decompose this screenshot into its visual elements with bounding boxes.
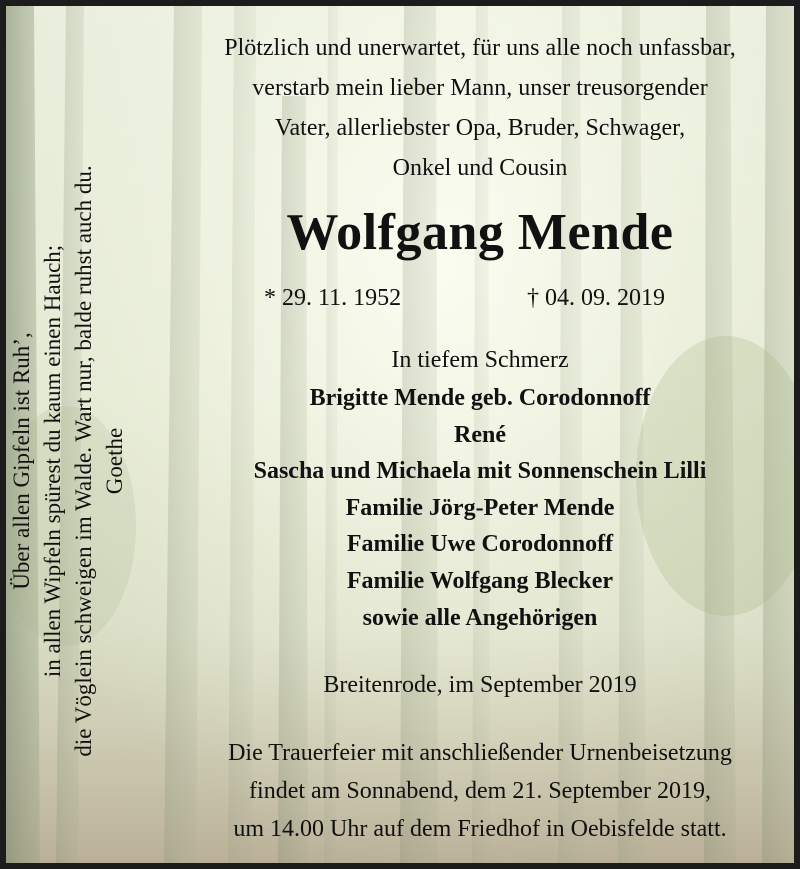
mourner-entry: Familie Uwe Corodonnoff xyxy=(346,531,614,558)
funeral-details xyxy=(166,734,794,848)
birth-date: * 29. 11. 1952 xyxy=(264,285,402,311)
intro-text xyxy=(166,28,794,188)
poem-line: die Vöglein schweigen im Walde. Wart nur, balde ruhst auch du. xyxy=(71,165,96,757)
place-and-date: Breitenrode, im September 2019 xyxy=(323,672,637,698)
mourning-intro: In tiefem Schmerz xyxy=(391,347,569,373)
poem-line: Über allen Gipfeln ist Ruh’, xyxy=(9,332,34,590)
ceremony-line: um 14.00 Uhr auf dem Friedhof in Oebisfelde statt. xyxy=(233,816,727,842)
mourners-list xyxy=(166,380,794,636)
mourner-entry: sowie alle Angehörigen xyxy=(362,604,598,631)
intro-line: Vater, allerliebster Opa, Bruder, Schwager, xyxy=(274,115,686,141)
ceremony-line: Die Trauerfeier mit anschließender Urnenbeisetzung xyxy=(228,740,732,766)
ceremony-line: findet am Sonnabend, dem 21. September 2019, xyxy=(249,778,711,804)
mourner-entry: Familie Wolfgang Blecker xyxy=(346,567,614,594)
mourner-entry: Familie Jörg-Peter Mende xyxy=(345,494,615,521)
death-date: † 04. 09. 2019 xyxy=(527,285,665,311)
intro-line: verstarb mein lieber Mann, unser treusorgender xyxy=(252,75,708,101)
poem-author: Goethe xyxy=(102,427,127,495)
mourner-entry: Brigitte Mende geb. Corodonnoff xyxy=(309,385,651,411)
mourner-entry: René xyxy=(454,421,506,448)
deceased-name: Wolfgang Mende xyxy=(286,204,674,261)
mourner-entry: Sascha und Michaela mit Sonnenschein Lilli xyxy=(253,458,707,485)
intro-line: Onkel und Cousin xyxy=(392,155,568,181)
intro-line: Plötzlich und unerwartet, für uns alle noch unfassbar, xyxy=(224,35,736,61)
goethe-poem xyxy=(6,111,166,811)
poem-line: in allen Wipfeln spürest du kaum einen Hauch; xyxy=(40,244,65,678)
